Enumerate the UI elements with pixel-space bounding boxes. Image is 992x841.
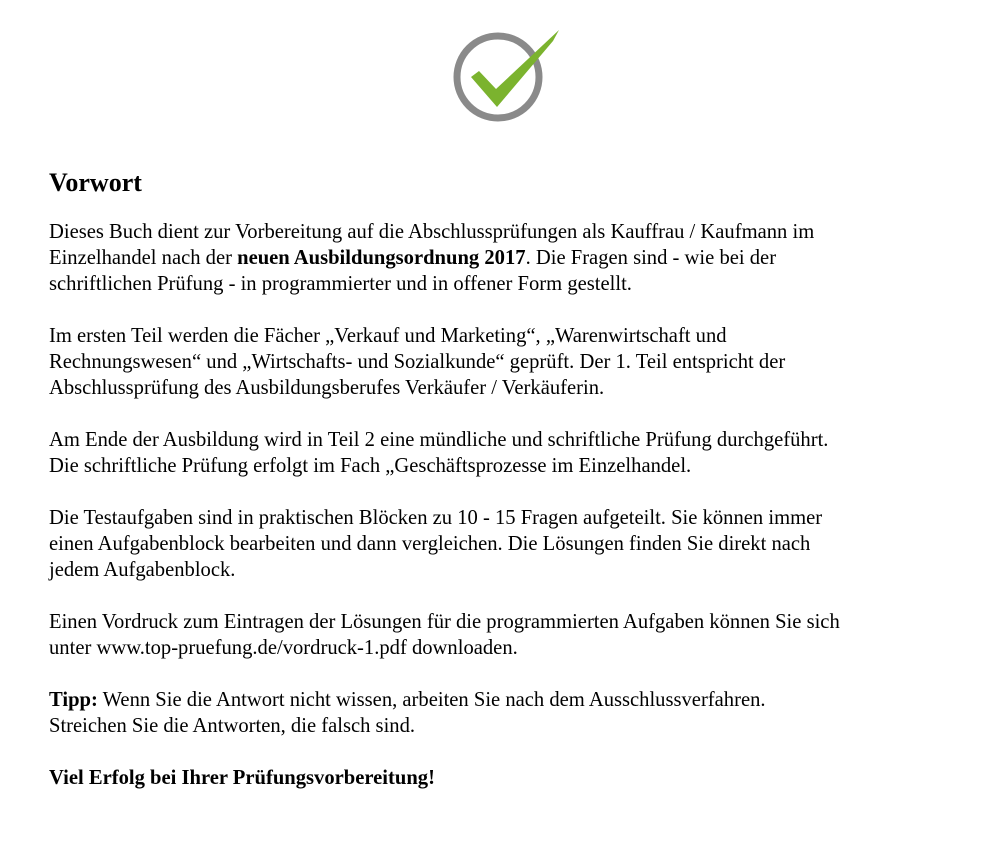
paragraph-line — [49, 687, 949, 713]
paragraph-line: unter www.top-pruefung.de/vordruck-1.pdf downloaden. — [49, 637, 518, 659]
foreword-content — [49, 166, 949, 791]
paragraph-line: Dieses Buch dient zur Vorbereitung auf die Abschlussprüfungen als Kauffrau / Kaufmann im — [49, 221, 815, 243]
paragraph-form-download — [49, 609, 949, 661]
paragraph-line: Die Testaufgaben sind in praktischen Blöcken zu 10 - 15 Fragen aufgeteilt. Sie können immer — [49, 507, 823, 529]
paragraph-line: Einen Vordruck zum Eintragen der Lösungen für die programmierten Aufgaben können Sie sich — [49, 611, 840, 633]
paragraph-tip — [49, 687, 949, 739]
paragraph-line: Im ersten Teil werden die Fächer „Verkauf und Marketing“, „Warenwirtschaft und — [49, 325, 727, 347]
tip-label: Tipp: — [49, 689, 98, 711]
paragraph-part-one — [49, 323, 949, 401]
emphasis-text: neuen Ausbildungsordnung 2017 — [237, 247, 526, 269]
paragraph-line: Am Ende der Ausbildung wird in Teil 2 eine mündliche und schriftliche Prüfung durchgeführt. — [49, 429, 829, 451]
paragraph-intro — [49, 219, 949, 297]
paragraph-line: jedem Aufgabenblock. — [49, 559, 236, 581]
page-title: Vorwort — [49, 168, 142, 197]
closing-line: Viel Erfolg bei Ihrer Prüfungsvorbereitung! — [49, 767, 435, 789]
paragraph-part-two — [49, 427, 949, 479]
paragraph-text: . Die Fragen sind - wie bei der — [525, 247, 777, 269]
paragraph-text: Wenn Sie die Antwort nicht wissen, arbeiten Sie nach dem Ausschlussverfahren. — [97, 689, 766, 711]
paragraph-line: einen Aufgabenblock bearbeiten und dann vergleichen. Die Lösungen finden Sie direkt nach — [49, 533, 811, 555]
paragraph-line: Die schriftliche Prüfung erfolgt im Fach „Geschäftsprozesse im Einzelhandel. — [49, 455, 692, 477]
paragraph-line: schriftlichen Prüfung - in programmierter und in offener Form gestellt. — [49, 273, 632, 295]
paragraph-text: Einzelhandel nach der — [49, 247, 238, 269]
paragraph-line: Abschlussprüfung des Ausbildungsberufes Verkäufer / Verkäuferin. — [49, 377, 605, 399]
paragraph-line: Rechnungswesen“ und „Wirtschafts- und Sozialkunde“ geprüft. Der 1. Teil entspricht der — [49, 351, 786, 373]
checkmark-circle-icon — [449, 27, 561, 123]
paragraph-line — [49, 245, 949, 271]
paragraph-test-blocks — [49, 505, 949, 583]
paragraph-line: Streichen Sie die Antworten, die falsch sind. — [49, 715, 416, 737]
